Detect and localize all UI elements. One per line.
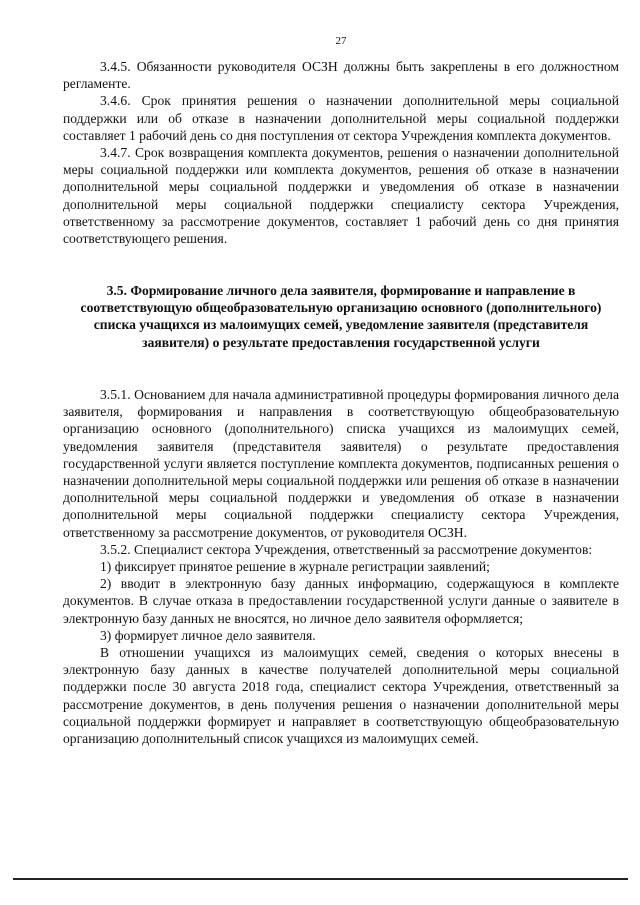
list-item-1: 1) фиксирует принятое решение в журнале регистрации заявлений; <box>100 559 490 575</box>
page-number: 27 <box>335 35 347 47</box>
section-3-4-text <box>63 58 619 247</box>
list-item-2: 2) вводит в электронную базу данных информацию, содержащуюся в комплекте документов. В случае отказа в предоставлении государственной услуги данные о заявителе в электронную базу данных не вносятся, но личное дело заявителя оформляется; <box>63 576 619 626</box>
section-3-5-text <box>63 386 619 747</box>
paragraph-3-4-7: 3.4.7. Срок возвращения комплекта документов, решения о назначении дополнительной меры социальной поддержки или комплекта документов, решения об отказе в назначении дополнительной меры социальной поддержки и уведомления об отказе в назначении дополнительной меры социальной поддержки специалисту сектора Учреждения, ответственному за рассмотрение документов, составляет 1 рабочий день со дня принятия соответствующего решения. <box>63 145 619 247</box>
list-item-3: 3) формирует личное дело заявителя. <box>100 627 316 643</box>
paragraph-3-5-2: 3.5.2. Специалист сектора Учреждения, ответственный за рассмотрение документов: <box>100 541 593 557</box>
paragraph-3-5-1: 3.5.1. Основанием для начала административной процедуры формирования личного дела заявителя, формирования и направления в соответствующую общеобразовательную организацию основного (дополнительного) списка учащихся из малоимущих семей, уведомления заявителя (представителя заявителя) о результате предоставления государственной услуги является поступление комплекта документов, подписанных решения о назначении дополнительной меры социальной поддержки или решения об отказе в назначении дополнительной меры социальной поддержки и уведомления об отказе в назначении дополнительной меры социальной поддержки специалисту сектора Учреждения, ответственному за рассмотрение документов, от руководителя ОСЗН. <box>63 387 619 540</box>
paragraph-3-4-5: 3.4.5. Обязанности руководителя ОСЗН должны быть закреплены в его должностном регламенте. <box>63 59 619 92</box>
section-3-5-heading: 3.5. Формирование личного дела заявителя, формирование и направление в соответствующую общеобразовательную организацию основного (дополнительного) списка учащихся из малоимущих семей, уведомление заявителя (представителя заявителя) о результате предоставления государственной услуги <box>80 283 602 350</box>
paragraph-additional-list: В отношении учащихся из малоимущих семей, сведения о которых внесены в электронную базу данных в качестве получателей дополнительной меры социальной поддержки после 30 августа 2018 года, специалист сектора Учреждения, ответственный за рассмотрение документов, в день получения решения о назначении дополнительной меры социальной поддержки формирует и направляет в соответствующую общеобразовательную организацию дополнительный список учащихся из малоимущих семей. <box>63 645 619 747</box>
paragraph-3-4-6: 3.4.6. Срок принятия решения о назначении дополнительной меры социальной поддержки или об отказе в назначении дополнительной меры социальной поддержки составляет 1 рабочий день со дня поступления от сектора Учреждения комплекта документов. <box>63 93 619 143</box>
footer-divider <box>13 878 628 880</box>
